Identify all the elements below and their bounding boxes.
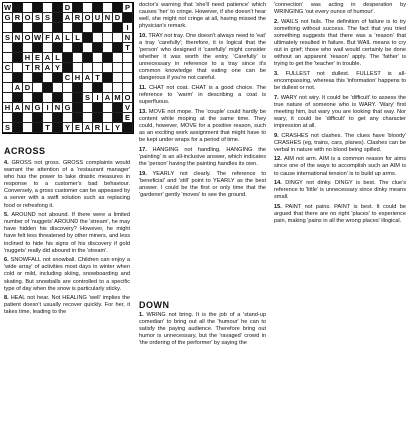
grid-block	[73, 103, 83, 113]
clue-number: 8.	[4, 295, 11, 302]
grid-cell	[83, 113, 93, 123]
grid-cell	[103, 43, 113, 53]
grid-cell	[43, 73, 53, 83]
grid-block	[63, 63, 73, 73]
clue-text: MOVE not mope. The 'couple' could hardly be content while moping at the same time. They could, however, MOVE for a positive reason, such as an exciting work assignment that might have to be kept under wraps for a period of time.	[139, 108, 266, 144]
grid-block	[33, 23, 43, 33]
grid-block	[113, 113, 123, 123]
grid-block	[73, 3, 83, 13]
grid-cell: H	[73, 73, 83, 83]
grid-cell: N	[53, 103, 63, 113]
grid-cell: O	[23, 13, 33, 23]
grid-cell: Y	[63, 123, 73, 133]
grid-cell: A	[53, 33, 63, 43]
clue-entry	[4, 295, 130, 316]
grid-cell	[63, 23, 73, 33]
grid-cell: Y	[113, 123, 123, 133]
grid-block	[73, 83, 83, 93]
clue-number: 4.	[4, 160, 12, 166]
grid-cell: A	[13, 103, 23, 113]
grid-cell	[23, 93, 33, 103]
grid-block	[13, 53, 23, 63]
grid-cell: R	[93, 123, 103, 133]
grid-block	[53, 3, 63, 13]
grid-cell: A	[83, 123, 93, 133]
grid-block	[33, 93, 43, 103]
clue-entry	[4, 257, 130, 292]
grid-cell: G	[3, 13, 13, 23]
grid-cell: W	[3, 3, 12, 12]
clue-entry	[274, 95, 406, 130]
grid-cell	[23, 3, 33, 13]
grid-block	[73, 43, 83, 53]
grid-cell	[43, 113, 53, 123]
grid-cell: C	[3, 63, 13, 73]
grid-block	[13, 123, 23, 133]
grid-cell	[103, 113, 113, 123]
clue-entry	[139, 147, 266, 168]
grid-block	[13, 73, 23, 83]
clue-text: GROSS not gross. GROSS complaints would warrant the attention of a 'restaurant manager' who has the power to take drastic measures in response to a customer's bad behaviour. Conversely, a gross customer can be appeased by a server with a swift solution such as replacing food or refreshing it.	[4, 160, 130, 209]
clue-text: HEAL not hear. Not HEALING 'well' implies the patient doesn't usually recover quickly. For her, it takes time, leading to the	[4, 295, 130, 316]
grid-cell	[23, 43, 33, 53]
right-clues-column	[274, 2, 406, 228]
grid-block	[63, 53, 73, 63]
grid-cell	[83, 43, 93, 53]
grid-block	[93, 3, 103, 13]
clue-number: 15.	[274, 203, 286, 210]
grid-cell	[43, 23, 53, 33]
grid-block	[33, 3, 43, 13]
clue-text: AIM not arm. AIM is a common reason for aims since one of the ways to accomplish such an AIM is to cause international tension' is to build up arms.	[274, 156, 406, 177]
clue-number: 9.	[274, 132, 282, 139]
crossword-grid	[2, 2, 134, 134]
grid-cell	[3, 113, 13, 123]
grid-cell: D	[63, 3, 73, 13]
grid-cell: N	[13, 33, 23, 43]
grid-cell	[83, 63, 93, 73]
grid-block	[93, 83, 103, 93]
grid-cell	[63, 93, 73, 103]
grid-cell: T	[93, 73, 103, 83]
grid-cell: N	[103, 13, 113, 23]
grid-cell: O	[123, 93, 133, 103]
clue-text: AROUND not abound. If there were a limited number of 'nuggets' AROUND the 'stream', he may have hidden his discovery? However, he might have felt less threatened by other miners, and less inclined to hide his signs of his discovery if gold 'nuggets' really did abound in the 'stream'.	[4, 212, 130, 254]
grid-cell: S	[43, 13, 53, 23]
clue-text: FULLEST not dullest. FULLEST is all-encompassing, whereas this 'information' happens to be dullest or not.	[274, 70, 406, 92]
grid-cell: V	[123, 103, 133, 113]
across-clues-column	[4, 160, 130, 319]
clue-text: PAINT not pains. PAINT is best. It could be argued that there are no right 'places' to experience pain, making 'pains in all the wrong places' illogical.	[274, 203, 406, 225]
grid-block	[33, 43, 43, 53]
clue-number: 13.	[139, 108, 149, 115]
grid-cell: S	[3, 33, 13, 43]
grid-cell	[3, 73, 13, 83]
grid-cell: A	[83, 73, 93, 83]
grid-cell: S	[33, 13, 43, 23]
grid-block	[83, 33, 93, 43]
grid-block	[53, 113, 63, 123]
clue-text: DINGY not dinky. DINGY is best. The clue's reference to 'little' is unnecessary since dinky means small.	[274, 180, 406, 201]
grid-cell: W	[33, 33, 42, 42]
grid-cell: N	[23, 103, 33, 113]
grid-cell	[93, 53, 103, 63]
grid-block	[103, 73, 113, 83]
grid-block	[93, 43, 103, 53]
clue-text: doctor's warning that 'she'll need patience' which causes 'her' to cringe. However, if she doesn't hear well, she might not cringe at all, having missed the physician's remark.	[139, 2, 266, 30]
grid-cell	[13, 63, 23, 73]
grid-cell	[103, 103, 113, 113]
clue-number: 2.	[274, 18, 282, 25]
grid-cell	[33, 83, 43, 93]
clue-number: 5.	[4, 212, 12, 219]
grid-cell	[113, 63, 123, 73]
grid-cell: I	[93, 93, 103, 103]
clue-entry	[274, 71, 406, 92]
grid-cell	[123, 53, 133, 63]
grid-block	[113, 23, 123, 33]
clue-number: 19.	[139, 170, 153, 177]
across-heading: ACROSS	[4, 146, 46, 156]
grid-cell: R	[73, 13, 83, 23]
clue-text: CRASHES not clashes. The clues have 'bloody' CRASHES (eg, trains, cars, planes). Clashes can be verbal in nature with no blood being spilled.	[274, 132, 406, 153]
clue-text: CHAT not coat. CHAT is a good choice. The reference to 'warm' in describing a coat is superfluous.	[139, 85, 266, 106]
clue-number: 11.	[139, 85, 150, 92]
clue-text: TRAY not tray. One doesn't always need to 'eat' a tray 'carefully'; therefore, it is logical that the 'person' who designed it 'carefully' might consider whether it was worth the entry. 'Carefully' is unnecessary in reference to a tray since it's common knowledge that eating one can be dangerous if you're not careful.	[139, 32, 266, 82]
grid-block	[13, 113, 23, 123]
grid-cell: N	[123, 33, 133, 43]
clue-number: 10.	[139, 32, 149, 39]
grid-block	[53, 73, 63, 83]
grid-cell	[123, 73, 133, 83]
clue-number: 17.	[139, 146, 153, 153]
grid-cell	[93, 63, 103, 73]
grid-cell: E	[33, 53, 43, 63]
grid-cell	[63, 43, 73, 53]
grid-block	[73, 23, 83, 33]
grid-block	[33, 123, 43, 133]
clue-number: 1.	[139, 312, 147, 318]
grid-cell	[113, 33, 123, 43]
grid-cell: P	[123, 3, 133, 13]
grid-cell	[123, 83, 133, 93]
grid-cell: L	[73, 33, 83, 43]
grid-cell: T	[43, 123, 53, 133]
grid-cell	[73, 53, 83, 63]
grid-block	[53, 93, 63, 103]
grid-block	[123, 13, 133, 23]
clue-text: HANGING not handling. HANGING the 'painting' is an all-inclusive answer, which indicates the 'person' having the painting handles its own.	[139, 146, 266, 167]
grid-cell	[83, 103, 93, 113]
clue-text: WAILS not fails. The definition of failure is to try something without success. The fact that you tried something suggests that there was a 'reason' that ultimately resulted in failure. But WAIL means to cry out in grief; those who wail would certainly be done without an apparent 'reason' apply. The 'father' is trying to get the 'teacher' in trouble.	[274, 18, 406, 68]
down-clues-column-start	[139, 312, 266, 350]
grid-cell: E	[123, 113, 133, 123]
grid-block	[113, 103, 123, 113]
grid-block	[83, 53, 93, 63]
clue-entry	[139, 33, 266, 83]
grid-block	[13, 93, 23, 103]
grid-cell: T	[23, 63, 33, 73]
grid-cell: T	[123, 43, 133, 53]
grid-cell: A	[43, 53, 53, 63]
grid-cell	[23, 113, 33, 123]
grid-block	[123, 123, 133, 133]
grid-block	[53, 43, 63, 53]
clue-entry	[139, 109, 266, 144]
grid-block	[43, 83, 53, 93]
clue-text: YEARLY not clearly. The reference to 'beneficial' and 'still' point to YEARLY as the best answer. I could be the first or only time that the 'gardener' gently 'moves' to see the ground.	[139, 170, 266, 198]
grid-cell: R	[33, 63, 43, 73]
clue-number: 14.	[274, 180, 286, 187]
grid-cell	[43, 93, 53, 103]
grid-cell	[3, 23, 13, 33]
grid-block	[53, 13, 63, 23]
grid-cell: H	[23, 53, 33, 63]
grid-cell: L	[53, 53, 63, 63]
grid-cell	[23, 23, 33, 33]
grid-cell	[3, 43, 13, 53]
grid-cell	[103, 23, 113, 33]
grid-cell: M	[113, 93, 123, 103]
grid-cell: A	[43, 63, 53, 73]
middle-clues-column	[139, 2, 266, 201]
grid-cell	[123, 63, 133, 73]
clue-entry	[139, 2, 266, 30]
grid-cell	[63, 113, 73, 123]
grid-cell: D	[23, 83, 33, 93]
clue-entry	[274, 133, 406, 154]
grid-block	[93, 103, 103, 113]
grid-cell	[113, 83, 123, 93]
clue-entry	[274, 204, 406, 225]
clue-text: WARY not wiry. It could be 'difficult' to assess the true nature of someone who is WARY. 'Wary' first meeting him, but wary you are looking that way. Nor wary, it could be 'difficult' to get any character impression at all.	[274, 94, 406, 129]
clue-entry	[139, 85, 266, 106]
grid-cell	[23, 123, 33, 133]
grid-cell: Y	[53, 63, 63, 73]
down-heading: DOWN	[139, 300, 170, 310]
grid-block	[103, 53, 113, 63]
clue-number: 6.	[4, 257, 11, 264]
grid-cell: A	[63, 13, 73, 23]
grid-cell	[23, 73, 33, 83]
grid-block	[113, 3, 123, 13]
grid-cell	[43, 3, 53, 13]
grid-cell: R	[13, 13, 23, 23]
grid-cell	[103, 83, 113, 93]
grid-block	[13, 23, 23, 33]
grid-cell	[103, 63, 113, 73]
clue-text: WRING not bring. It is the job of a 'stand-up comedian' to bring out all the 'humour' he can to satisfy the paying audience. Therefore bring out humor is unnecessary, but the 'ravaged' crowd in 'the ordering of the performer' by saying the	[139, 312, 266, 347]
grid-cell: E	[73, 123, 83, 133]
grid-cell: L	[63, 33, 73, 43]
grid-cell: S	[3, 123, 13, 133]
grid-cell	[43, 43, 53, 53]
grid-block	[33, 73, 43, 83]
grid-block	[113, 43, 123, 53]
clue-entry	[274, 156, 406, 177]
grid-cell: F	[43, 33, 53, 43]
clue-entry	[274, 180, 406, 201]
grid-cell	[103, 3, 113, 13]
grid-block	[13, 43, 23, 53]
clue-number: 7.	[274, 94, 281, 101]
grid-cell: U	[93, 13, 103, 23]
grid-block	[93, 113, 103, 123]
clue-entry	[274, 19, 406, 69]
clue-entry	[139, 171, 266, 199]
grid-block	[53, 23, 63, 33]
grid-cell: A	[13, 83, 23, 93]
clue-entry	[4, 160, 130, 210]
grid-cell: C	[63, 73, 73, 83]
clue-text: 'connection' was acting in desperation by WRINGING 'out every ounce of humour'.	[274, 2, 406, 16]
grid-cell	[113, 73, 123, 83]
grid-cell	[83, 83, 93, 93]
grid-cell	[53, 83, 63, 93]
grid-block	[53, 123, 63, 133]
grid-block	[13, 3, 23, 13]
grid-cell: H	[3, 103, 13, 113]
grid-cell	[3, 53, 13, 63]
clue-number: 3.	[274, 70, 286, 77]
grid-cell: S	[83, 93, 93, 103]
grid-cell	[63, 83, 73, 93]
clue-entry	[139, 312, 266, 347]
grid-cell: O	[23, 33, 33, 43]
grid-block	[33, 113, 43, 123]
grid-cell	[73, 63, 83, 73]
grid-cell	[113, 53, 123, 63]
grid-cell	[83, 23, 93, 33]
grid-cell	[83, 3, 93, 13]
clue-number: 12.	[274, 156, 284, 163]
grid-cell: A	[103, 93, 113, 103]
grid-cell: G	[33, 103, 43, 113]
grid-cell	[93, 33, 103, 43]
clue-entry	[4, 212, 130, 255]
grid-cell	[3, 83, 13, 93]
clue-text: SNOWFALL not snowball. Children can enjoy a 'wide array' of activities most days in winter when cold or mild, including skiing, snowboarding and skating. But snowballs are controlled to a specific type of day when the snow is particularly sticky.	[4, 257, 130, 292]
grid-block	[93, 23, 103, 33]
grid-cell	[103, 33, 113, 43]
grid-cell: G	[63, 103, 73, 113]
grid-block	[73, 113, 83, 123]
grid-cell: I	[43, 103, 53, 113]
grid-cell: D	[113, 13, 123, 23]
grid-cell: I	[123, 23, 133, 33]
clue-entry	[274, 2, 406, 16]
grid-cell: L	[103, 123, 113, 133]
grid-cell: O	[83, 13, 93, 23]
grid-cell	[3, 93, 13, 103]
grid-block	[73, 93, 83, 103]
